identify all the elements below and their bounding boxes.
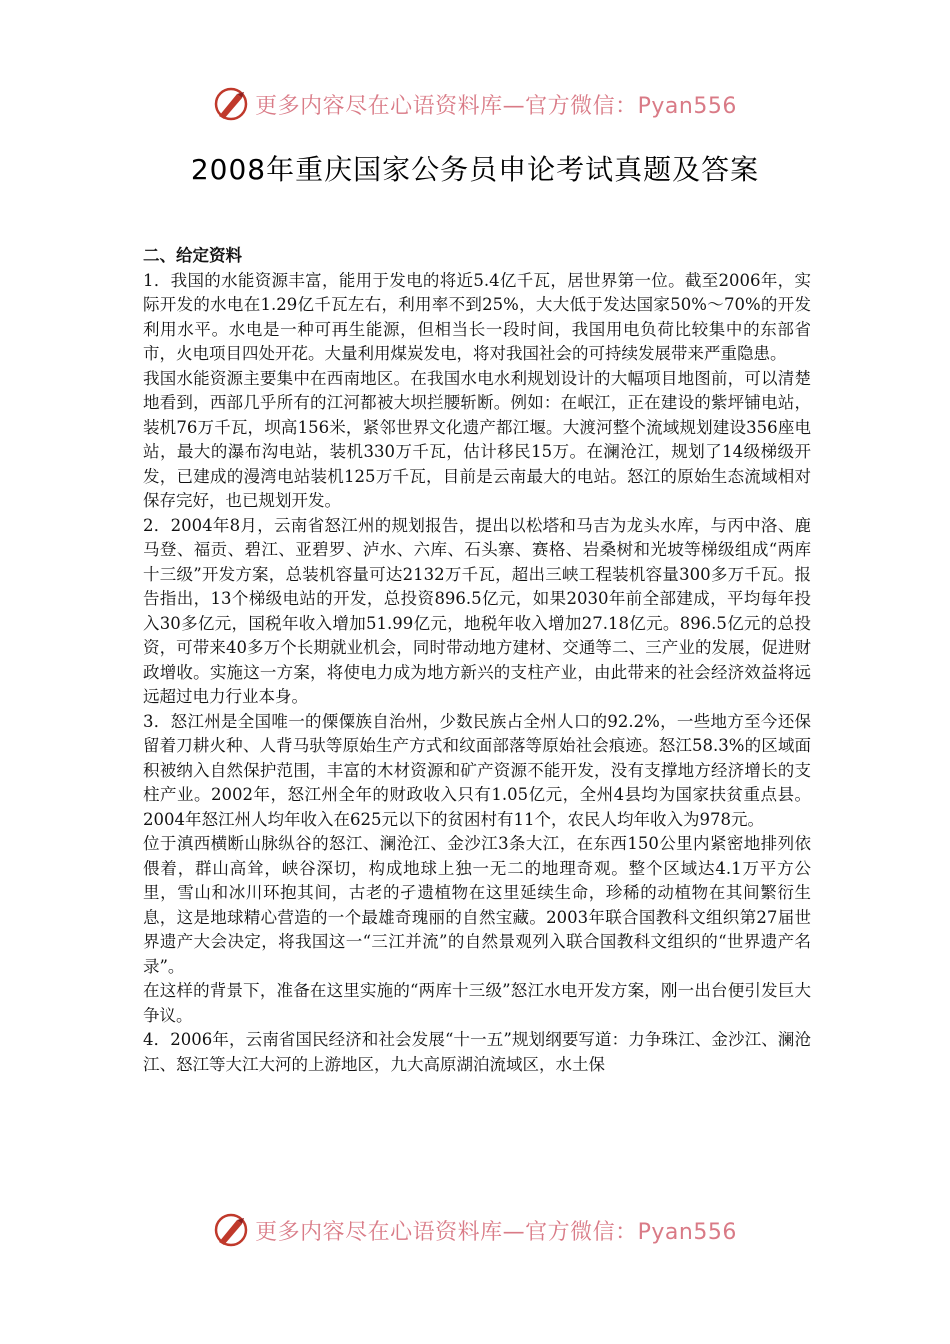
footer-banner <box>0 1210 950 1250</box>
paragraph-3: 2．2004年8月，云南省怒江州的规划报告，提出以松塔和马吉为龙头水库，与丙中洛、鹿马登、福贡、碧江、亚碧罗、泸水、六库、石头寨、赛格、岩桑树和光坡等梯级组成“两库十三级”开发方案，总装机容量可达2132万千瓦，超出三峡工程装机容量300多万千瓦。报告指出，13个梯级电站的开发，总投资896.5亿元，如果2030年前全部建成，平均每年投入30多亿元，国税年收入增加51.99亿元，地税年收入增加27.18亿元。896.5亿元的总投资，可带来40多万个长期就业机会，同时带动地方建材、交通等二、三产业的发展，促进财政增收。实施这一方案，将使电力成为地方新兴的支柱产业，由此带来的社会经济效益将远远超过电力行业本身。 <box>143 515 811 706</box>
paragraph-2: 我国水能资源主要集中在西南地区。在我国水电水利规划设计的大幅项目地图前，可以清楚地看到，西部几乎所有的江河都被大坝拦腰斩断。例如：在岷江，正在建设的紫坪铺电站，装机76万千瓦，坝高156米，紧邻世界文化遗产都江堰。大渡河整个流域规划建设356座电站，最大的瀑布沟电站，装机330万千瓦，估计移民15万。在澜沧江，规划了14级梯级开发，已建成的漫湾电站装机125万千瓦，目前是云南最大的电站。怒江的原始生态流域相对保存完好，也已规划开发。 <box>143 368 811 510</box>
pen-nib-logo-icon <box>213 1212 249 1248</box>
paragraph-1: 1．我国的水能资源丰富，能用于发电的将近5.4亿千瓦，居世界第一位。截至2006年，实际开发的水电在1.29亿千瓦左右，利用率不到25%，大大低于发达国家50%～70%的开发利用水平。水电是一种可再生能源，但相当长一段时间，我国用电负荷比较集中的东部省市，火电项目四处开花。大量利用煤炭发电，将对我国社会的可持续发展带来严重隐患。 <box>143 270 811 363</box>
paragraph-4: 3．怒江州是全国唯一的傈僳族自治州，少数民族占全州人口的92.2%，一些地方至今还保留着刀耕火种、人背马驮等原始生产方式和纹面部落等原始社会痕迹。怒江58.3%的区域面积被纳入自然保护范围，丰富的木材资源和矿产资源不能开发，没有支撑地方经济增长的支柱产业。2002年，怒江州全年的财政收入只有1.05亿元，全州4县均为国家扶贫重点县。2004年怒江州人均年收入在625元以下的贫困村有11个，农民人均年收入为978元。 <box>143 711 811 829</box>
pen-nib-logo-icon <box>213 86 249 122</box>
document-body <box>143 244 811 1190</box>
header-banner <box>0 84 950 124</box>
paragraph-5: 位于滇西横断山脉纵谷的怒江、澜沧江、金沙江3条大江，在东西150公里内紧密地排列依偎着，群山高耸，峡谷深切，构成地球上独一无二的地理奇观。整个区域达4.1万平方公里，雪山和冰川环抱其间，古老的孑遗植物在这里延续生命，珍稀的动植物在其间繁衍生息，这是地球精心营造的一个最雄奇瑰丽的自然宝藏。2003年联合国教科文组织第27届世界遗产大会决定，将我国这一“三江并流”的自然景观列入联合国教科文组织的“世界遗产名录”。 <box>143 834 811 976</box>
paragraph-6: 在这样的背景下，准备在这里实施的“两库十三级”怒江水电开发方案，刚一出台便引发巨大争议。 <box>143 981 811 1025</box>
paragraph-7: 4．2006年，云南省国民经济和社会发展“十一五”规划纲要写道：力争珠江、金沙江、澜沧江、怒江等大江大河的上游地区，九大高原湖泊流域区，水土保 <box>143 1030 811 1074</box>
section-heading: 二、给定资料 <box>143 246 242 265</box>
banner-text: 更多内容尽在心语资料库—官方微信：Pyan556 <box>255 93 737 119</box>
document-title: 2008年重庆国家公务员申论考试真题及答案 <box>190 153 760 186</box>
banner-text: 更多内容尽在心语资料库—官方微信：Pyan556 <box>255 1219 737 1245</box>
